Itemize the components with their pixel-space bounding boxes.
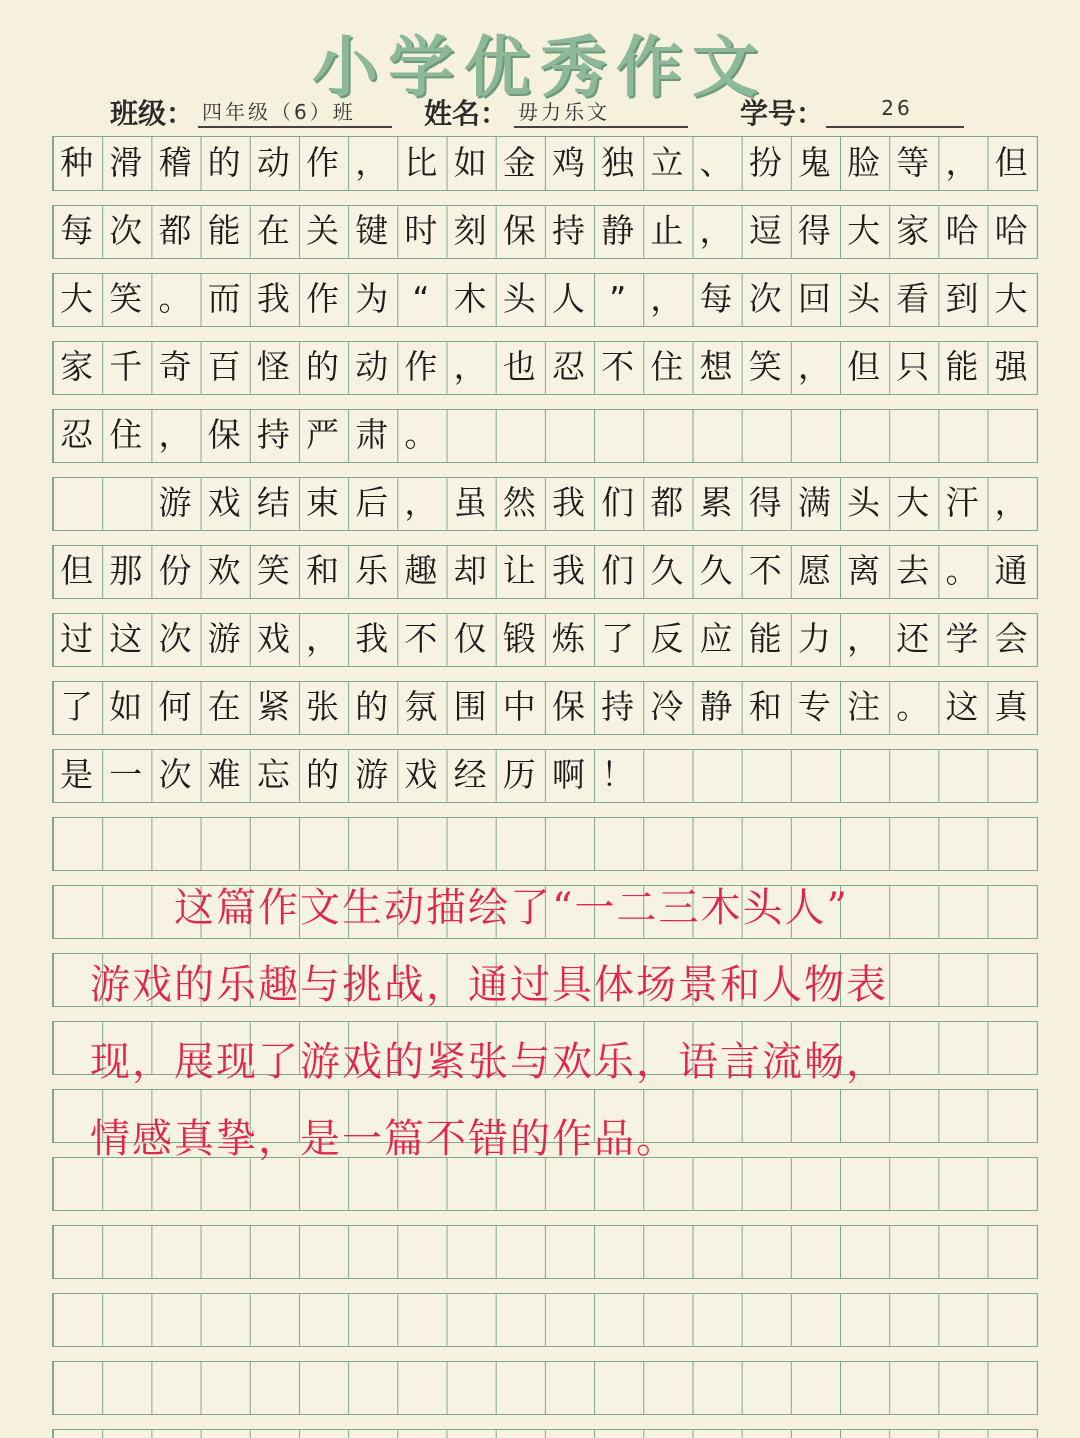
essay-line: 但 那 份 欢 笑 和 乐 趣 却 让 我 们 久 久 不 愿 离 去 。 通: [60, 551, 1028, 590]
name-value: 毋力乐文: [514, 96, 688, 128]
comment-line: 现，展现了游戏的紧张与欢乐，语言流畅，: [90, 1039, 888, 1085]
class-value: 四年级（6）班: [198, 96, 392, 128]
essay-line: 种 滑 稽 的 动 作 ， 比 如 金 鸡 独 立 、 扮 鬼 脸 等 ， 但: [60, 143, 1028, 182]
essay-line: 了 如 何 在 紧 张 的 氛 围 中 保 持 冷 静 和 专 注 。 这 真: [60, 687, 1028, 726]
essay-line: 过 这 次 游 戏 ， 我 不 仅 锻 炼 了 反 应 能 力 ， 还 学 会: [60, 619, 1028, 658]
comment-line: 游戏的乐趣与挑战，通过具体场景和人物表: [90, 962, 888, 1008]
grid-row-separator: [52, 1210, 1038, 1226]
grid-row-separator: [52, 1278, 1038, 1294]
grid-row-separator: [52, 666, 1038, 682]
grid-row-separator: [52, 190, 1038, 206]
grid-row-separator: [52, 530, 1038, 546]
grid-row-separator: [52, 938, 1038, 954]
grid-row-separator: [52, 462, 1038, 478]
grid-row-separator: [52, 326, 1038, 342]
id-label: 学号：: [740, 97, 825, 130]
essay-line: 大 笑 。 而 我 作 为 “ 木 头 人 ” ， 每 次 回 头 看 到 大: [60, 279, 1028, 318]
student-info: [0, 84, 1080, 132]
grid-row-separator: [52, 1414, 1038, 1430]
grid-row-separator: [52, 802, 1038, 818]
grid-row-separator: [52, 258, 1038, 274]
grid-row-separator: [52, 598, 1038, 614]
essay-line: 是 一 次 难 忘 的 游 戏 经 历 啊 ！: [60, 755, 635, 794]
essay-line: 游 戏 结 束 后 ， 虽 然 我 们 都 累 得 满 头 大 汗 ，: [158, 483, 1028, 522]
essay-line: 忍 住 ， 保 持 严 肃 。: [60, 415, 438, 454]
essay-line: 每 次 都 能 在 关 键 时 刻 保 持 静 止 ， 逗 得 大 家 哈 哈: [60, 211, 1028, 250]
class-label: 班级：: [110, 97, 195, 130]
essay-line: 家 千 奇 百 怪 的 动 作 ， 也 忍 不 住 想 笑 ， 但 只 能 强: [60, 347, 1028, 386]
comment-line: 情感真挚，是一篇不错的作品。: [90, 1116, 678, 1162]
id-value: 26: [826, 96, 964, 128]
comment-line: 这篇作文生动描绘了“一二三木头人”: [90, 885, 849, 931]
grid-row-separator: [52, 1346, 1038, 1362]
grid-row-separator: [52, 734, 1038, 750]
page-title: 小学优秀作文: [312, 29, 768, 106]
name-label: 姓名：: [424, 97, 509, 130]
grid-row-separator: [52, 394, 1038, 410]
